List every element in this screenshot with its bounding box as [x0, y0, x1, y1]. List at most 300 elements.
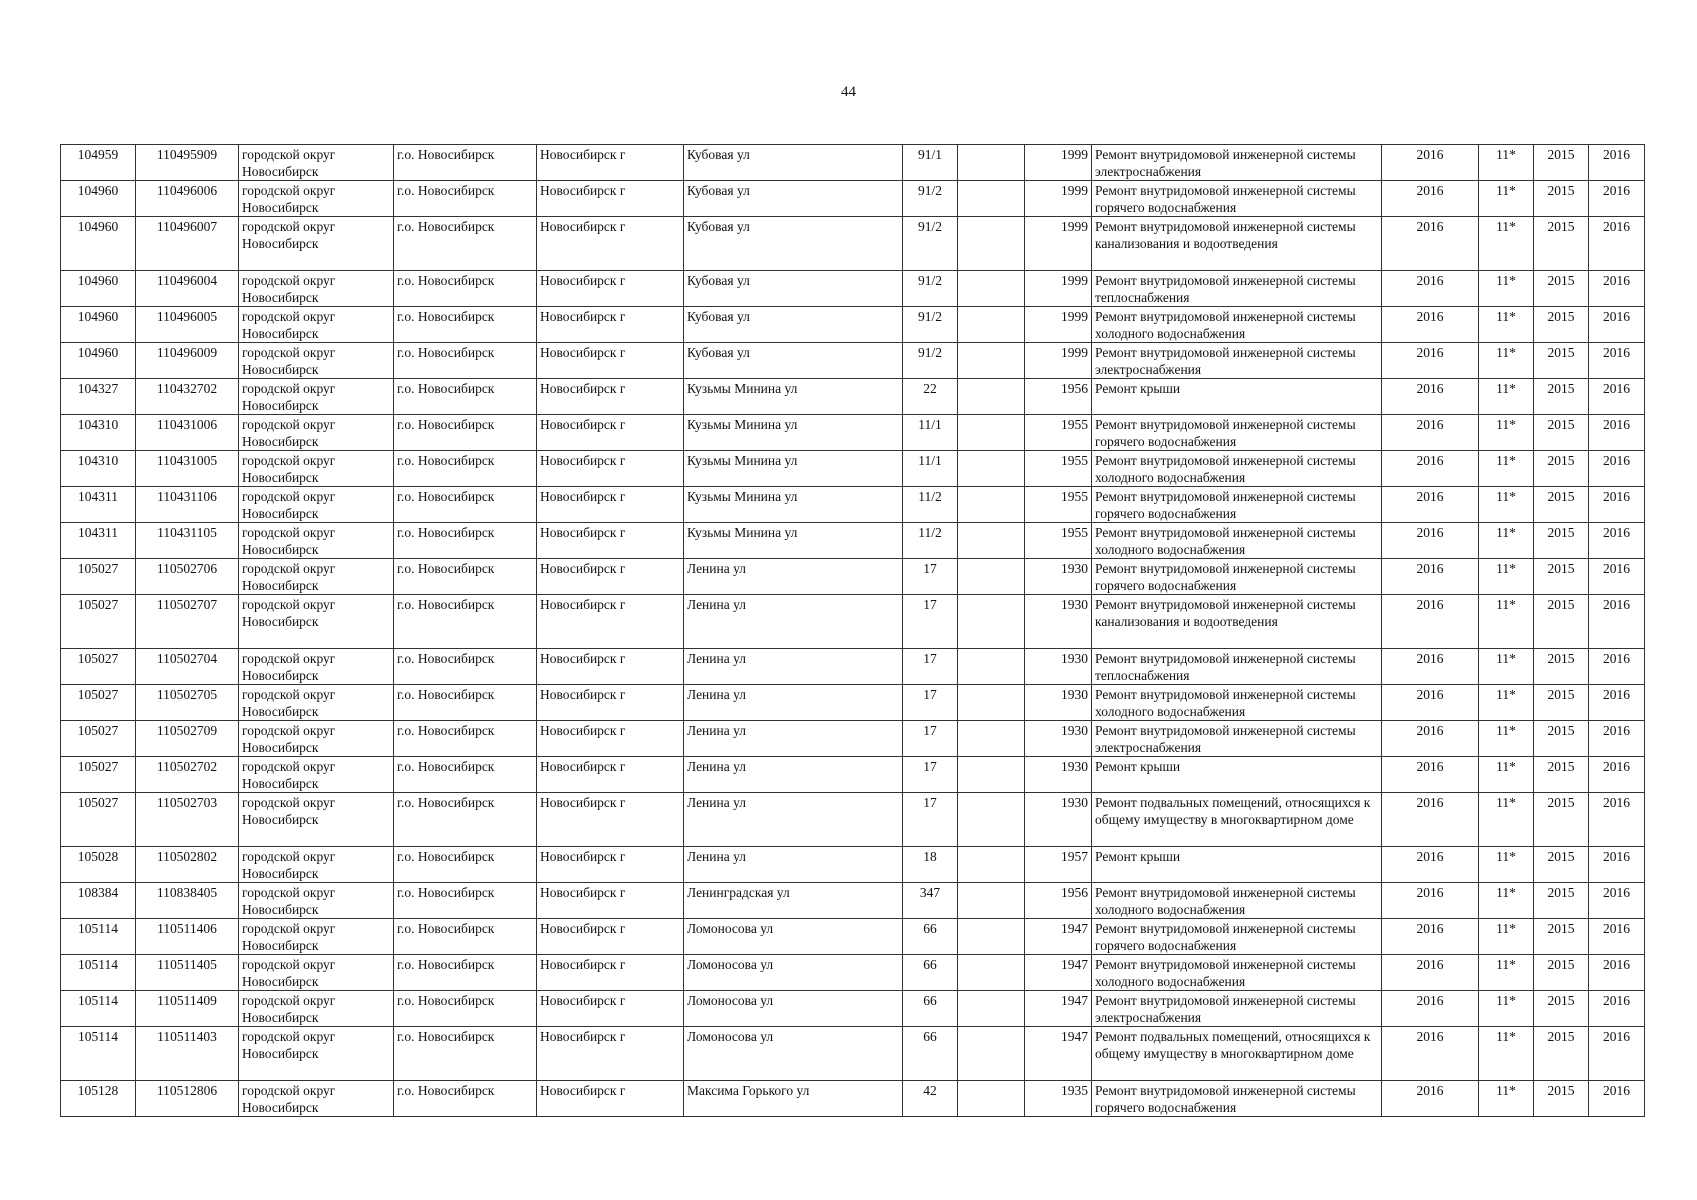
cell-municipal-short: г.о. Новосибирск [394, 451, 537, 487]
cell-house-id: 105027 [61, 721, 136, 757]
cell-work-type: Ремонт внутридомовой инженерной системы холодного водоснабжения [1092, 883, 1382, 919]
cell-build-year: 1999 [1025, 343, 1092, 379]
cell-empty-col [958, 595, 1025, 649]
cell-house-number: 66 [903, 955, 958, 991]
cell-house-number: 17 [903, 649, 958, 685]
cell-build-year: 1955 [1025, 451, 1092, 487]
cell-street: Кубовая ул [684, 145, 903, 181]
cell-work-type: Ремонт крыши [1092, 847, 1382, 883]
cell-plan-year: 2016 [1382, 685, 1479, 721]
cell-street: Ломоносова ул [684, 919, 903, 955]
cell-municipal-short: г.о. Новосибирск [394, 487, 537, 523]
cell-row-code: 11* [1479, 487, 1534, 523]
cell-city: Новосибирск г [537, 451, 684, 487]
cell-city: Новосибирск г [537, 559, 684, 595]
cell-build-year: 1999 [1025, 145, 1092, 181]
cell-street: Ленина ул [684, 685, 903, 721]
cell-period-end: 2016 [1589, 919, 1645, 955]
cell-period-end: 2016 [1589, 217, 1645, 271]
cell-period-end: 2016 [1589, 451, 1645, 487]
cell-municipal-short: г.о. Новосибирск [394, 145, 537, 181]
cell-period-start: 2015 [1534, 343, 1589, 379]
cell-empty-col [958, 721, 1025, 757]
cell-city: Новосибирск г [537, 523, 684, 559]
cell-period-end: 2016 [1589, 415, 1645, 451]
cell-period-start: 2015 [1534, 955, 1589, 991]
cell-house-number: 17 [903, 721, 958, 757]
cell-record-id: 110512806 [136, 1081, 239, 1117]
cell-house-id: 105027 [61, 793, 136, 847]
cell-record-id: 110502703 [136, 793, 239, 847]
cell-house-id: 105027 [61, 685, 136, 721]
cell-period-start: 2015 [1534, 145, 1589, 181]
cell-house-number: 11/1 [903, 415, 958, 451]
cell-period-end: 2016 [1589, 955, 1645, 991]
cell-row-code: 11* [1479, 991, 1534, 1027]
cell-house-id: 105027 [61, 595, 136, 649]
cell-period-start: 2015 [1534, 271, 1589, 307]
cell-plan-year: 2016 [1382, 379, 1479, 415]
cell-house-id: 104310 [61, 415, 136, 451]
cell-empty-col [958, 1027, 1025, 1081]
cell-row-code: 11* [1479, 145, 1534, 181]
cell-house-id: 104960 [61, 217, 136, 271]
table-row [61, 1081, 1645, 1117]
cell-city: Новосибирск г [537, 217, 684, 271]
cell-period-end: 2016 [1589, 487, 1645, 523]
cell-record-id: 110502705 [136, 685, 239, 721]
cell-period-start: 2015 [1534, 1081, 1589, 1117]
cell-record-id: 110511405 [136, 955, 239, 991]
cell-city: Новосибирск г [537, 415, 684, 451]
cell-house-id: 104960 [61, 271, 136, 307]
cell-row-code: 11* [1479, 379, 1534, 415]
cell-empty-col [958, 379, 1025, 415]
cell-house-number: 11/2 [903, 487, 958, 523]
cell-period-start: 2015 [1534, 847, 1589, 883]
cell-work-type: Ремонт внутридомовой инженерной системы холодного водоснабжения [1092, 307, 1382, 343]
cell-row-code: 11* [1479, 451, 1534, 487]
cell-house-id: 105027 [61, 757, 136, 793]
cell-work-type: Ремонт внутридомовой инженерной системы канализования и водоотведения [1092, 217, 1382, 271]
table-row [61, 559, 1645, 595]
cell-house-id: 105114 [61, 1027, 136, 1081]
cell-period-end: 2016 [1589, 883, 1645, 919]
cell-municipality: городской округ Новосибирск [239, 181, 394, 217]
cell-build-year: 1947 [1025, 919, 1092, 955]
cell-period-end: 2016 [1589, 523, 1645, 559]
cell-work-type: Ремонт внутридомовой инженерной системы холодного водоснабжения [1092, 685, 1382, 721]
cell-period-start: 2015 [1534, 415, 1589, 451]
cell-municipal-short: г.о. Новосибирск [394, 1027, 537, 1081]
cell-empty-col [958, 919, 1025, 955]
cell-record-id: 110502802 [136, 847, 239, 883]
cell-work-type: Ремонт внутридомовой инженерной системы электроснабжения [1092, 721, 1382, 757]
cell-plan-year: 2016 [1382, 1027, 1479, 1081]
table-row [61, 451, 1645, 487]
cell-row-code: 11* [1479, 793, 1534, 847]
table-row [61, 721, 1645, 757]
cell-row-code: 11* [1479, 523, 1534, 559]
cell-period-start: 2015 [1534, 919, 1589, 955]
cell-work-type: Ремонт внутридомовой инженерной системы горячего водоснабжения [1092, 181, 1382, 217]
cell-house-number: 66 [903, 919, 958, 955]
cell-period-end: 2016 [1589, 181, 1645, 217]
cell-street: Ленина ул [684, 649, 903, 685]
cell-empty-col [958, 847, 1025, 883]
cell-municipality: городской округ Новосибирск [239, 523, 394, 559]
cell-municipality: городской округ Новосибирск [239, 991, 394, 1027]
cell-house-id: 104311 [61, 523, 136, 559]
cell-record-id: 110496004 [136, 271, 239, 307]
cell-empty-col [958, 451, 1025, 487]
cell-build-year: 1930 [1025, 721, 1092, 757]
cell-empty-col [958, 307, 1025, 343]
cell-build-year: 1957 [1025, 847, 1092, 883]
cell-city: Новосибирск г [537, 793, 684, 847]
cell-municipal-short: г.о. Новосибирск [394, 217, 537, 271]
cell-municipality: городской округ Новосибирск [239, 757, 394, 793]
cell-period-end: 2016 [1589, 343, 1645, 379]
cell-house-number: 347 [903, 883, 958, 919]
cell-empty-col [958, 271, 1025, 307]
cell-municipal-short: г.о. Новосибирск [394, 523, 537, 559]
cell-municipal-short: г.о. Новосибирск [394, 793, 537, 847]
cell-period-start: 2015 [1534, 793, 1589, 847]
cell-house-number: 91/2 [903, 307, 958, 343]
cell-build-year: 1930 [1025, 685, 1092, 721]
cell-municipality: городской округ Новосибирск [239, 559, 394, 595]
cell-house-number: 91/2 [903, 271, 958, 307]
cell-house-number: 17 [903, 793, 958, 847]
cell-record-id: 110511403 [136, 1027, 239, 1081]
cell-house-id: 104310 [61, 451, 136, 487]
cell-house-id: 104960 [61, 343, 136, 379]
cell-house-number: 91/2 [903, 181, 958, 217]
cell-record-id: 110511409 [136, 991, 239, 1027]
cell-municipality: городской округ Новосибирск [239, 307, 394, 343]
cell-municipal-short: г.о. Новосибирск [394, 559, 537, 595]
cell-street: Кузьмы Минина ул [684, 487, 903, 523]
cell-work-type: Ремонт подвальных помещений, относящихся к общему имуществу в многоквартирном доме [1092, 1027, 1382, 1081]
cell-street: Ленина ул [684, 847, 903, 883]
cell-municipal-short: г.о. Новосибирск [394, 847, 537, 883]
cell-period-start: 2015 [1534, 451, 1589, 487]
cell-build-year: 1999 [1025, 181, 1092, 217]
cell-city: Новосибирск г [537, 883, 684, 919]
cell-house-number: 91/1 [903, 145, 958, 181]
cell-row-code: 11* [1479, 955, 1534, 991]
cell-period-end: 2016 [1589, 757, 1645, 793]
cell-municipality: городской округ Новосибирск [239, 649, 394, 685]
cell-period-end: 2016 [1589, 595, 1645, 649]
table-row [61, 379, 1645, 415]
table-row [61, 793, 1645, 847]
cell-city: Новосибирск г [537, 145, 684, 181]
cell-municipal-short: г.о. Новосибирск [394, 883, 537, 919]
cell-street: Кузьмы Минина ул [684, 451, 903, 487]
cell-row-code: 11* [1479, 757, 1534, 793]
cell-municipal-short: г.о. Новосибирск [394, 379, 537, 415]
cell-period-start: 2015 [1534, 181, 1589, 217]
cell-row-code: 11* [1479, 649, 1534, 685]
cell-municipality: городской округ Новосибирск [239, 343, 394, 379]
cell-build-year: 1935 [1025, 1081, 1092, 1117]
cell-city: Новосибирск г [537, 991, 684, 1027]
cell-city: Новосибирск г [537, 685, 684, 721]
cell-municipal-short: г.о. Новосибирск [394, 721, 537, 757]
cell-street: Ленинградская ул [684, 883, 903, 919]
cell-record-id: 110496009 [136, 343, 239, 379]
cell-work-type: Ремонт внутридомовой инженерной системы электроснабжения [1092, 343, 1382, 379]
cell-build-year: 1999 [1025, 271, 1092, 307]
cell-house-id: 105027 [61, 559, 136, 595]
cell-work-type: Ремонт крыши [1092, 379, 1382, 415]
cell-plan-year: 2016 [1382, 919, 1479, 955]
cell-street: Ленина ул [684, 559, 903, 595]
cell-empty-col [958, 217, 1025, 271]
cell-period-end: 2016 [1589, 991, 1645, 1027]
cell-house-number: 18 [903, 847, 958, 883]
cell-row-code: 11* [1479, 1027, 1534, 1081]
table-row [61, 307, 1645, 343]
cell-house-id: 104327 [61, 379, 136, 415]
cell-row-code: 11* [1479, 721, 1534, 757]
cell-record-id: 110502707 [136, 595, 239, 649]
cell-municipality: городской округ Новосибирск [239, 415, 394, 451]
cell-record-id: 110432702 [136, 379, 239, 415]
table-row [61, 181, 1645, 217]
cell-record-id: 110511406 [136, 919, 239, 955]
cell-period-end: 2016 [1589, 649, 1645, 685]
cell-empty-col [958, 649, 1025, 685]
cell-street: Кузьмы Минина ул [684, 379, 903, 415]
cell-municipal-short: г.о. Новосибирск [394, 181, 537, 217]
cell-plan-year: 2016 [1382, 847, 1479, 883]
cell-house-id: 105114 [61, 919, 136, 955]
cell-municipality: городской округ Новосибирск [239, 793, 394, 847]
cell-city: Новосибирск г [537, 919, 684, 955]
cell-house-number: 66 [903, 1027, 958, 1081]
cell-municipality: городской округ Новосибирск [239, 721, 394, 757]
cell-municipality: городской округ Новосибирск [239, 685, 394, 721]
cell-street: Ленина ул [684, 757, 903, 793]
registry-table [60, 144, 1645, 1117]
cell-municipality: городской округ Новосибирск [239, 919, 394, 955]
cell-period-end: 2016 [1589, 271, 1645, 307]
cell-house-number: 91/2 [903, 217, 958, 271]
cell-period-start: 2015 [1534, 595, 1589, 649]
cell-period-end: 2016 [1589, 721, 1645, 757]
cell-work-type: Ремонт внутридомовой инженерной системы канализования и водоотведения [1092, 595, 1382, 649]
cell-street: Ленина ул [684, 595, 903, 649]
cell-period-start: 2015 [1534, 685, 1589, 721]
cell-street: Кубовая ул [684, 217, 903, 271]
cell-work-type: Ремонт крыши [1092, 757, 1382, 793]
cell-work-type: Ремонт внутридомовой инженерной системы электроснабжения [1092, 145, 1382, 181]
cell-empty-col [958, 343, 1025, 379]
cell-build-year: 1955 [1025, 523, 1092, 559]
cell-plan-year: 2016 [1382, 991, 1479, 1027]
cell-street: Максима Горького ул [684, 1081, 903, 1117]
cell-city: Новосибирск г [537, 181, 684, 217]
cell-city: Новосибирск г [537, 379, 684, 415]
cell-period-end: 2016 [1589, 685, 1645, 721]
cell-city: Новосибирск г [537, 955, 684, 991]
cell-plan-year: 2016 [1382, 523, 1479, 559]
table-row [61, 649, 1645, 685]
cell-street: Кузьмы Минина ул [684, 415, 903, 451]
cell-house-number: 17 [903, 685, 958, 721]
cell-period-start: 2015 [1534, 721, 1589, 757]
cell-house-number: 17 [903, 757, 958, 793]
cell-city: Новосибирск г [537, 271, 684, 307]
table-row [61, 919, 1645, 955]
cell-row-code: 11* [1479, 1081, 1534, 1117]
cell-period-end: 2016 [1589, 847, 1645, 883]
cell-municipality: городской округ Новосибирск [239, 955, 394, 991]
cell-row-code: 11* [1479, 181, 1534, 217]
cell-record-id: 110502702 [136, 757, 239, 793]
table-row [61, 955, 1645, 991]
cell-municipal-short: г.о. Новосибирск [394, 919, 537, 955]
cell-city: Новосибирск г [537, 1027, 684, 1081]
cell-build-year: 1930 [1025, 559, 1092, 595]
cell-period-start: 2015 [1534, 883, 1589, 919]
table-body [61, 145, 1645, 1117]
cell-period-end: 2016 [1589, 379, 1645, 415]
cell-house-id: 105114 [61, 955, 136, 991]
table-row [61, 991, 1645, 1027]
cell-municipal-short: г.о. Новосибирск [394, 415, 537, 451]
table-row [61, 595, 1645, 649]
cell-record-id: 110431105 [136, 523, 239, 559]
cell-house-id: 105028 [61, 847, 136, 883]
cell-house-number: 11/1 [903, 451, 958, 487]
cell-period-end: 2016 [1589, 307, 1645, 343]
page-number: 44 [841, 84, 856, 100]
cell-plan-year: 2016 [1382, 721, 1479, 757]
cell-row-code: 11* [1479, 595, 1534, 649]
cell-plan-year: 2016 [1382, 793, 1479, 847]
cell-build-year: 1999 [1025, 217, 1092, 271]
cell-work-type: Ремонт внутридомовой инженерной системы теплоснабжения [1092, 271, 1382, 307]
cell-plan-year: 2016 [1382, 451, 1479, 487]
cell-record-id: 110496007 [136, 217, 239, 271]
cell-plan-year: 2016 [1382, 883, 1479, 919]
cell-street: Ломоносова ул [684, 1027, 903, 1081]
cell-plan-year: 2016 [1382, 649, 1479, 685]
cell-work-type: Ремонт внутридомовой инженерной системы горячего водоснабжения [1092, 415, 1382, 451]
cell-work-type: Ремонт внутридомовой инженерной системы холодного водоснабжения [1092, 451, 1382, 487]
cell-period-end: 2016 [1589, 559, 1645, 595]
cell-municipality: городской округ Новосибирск [239, 271, 394, 307]
cell-record-id: 110496006 [136, 181, 239, 217]
table-row [61, 883, 1645, 919]
cell-municipal-short: г.о. Новосибирск [394, 307, 537, 343]
cell-record-id: 110495909 [136, 145, 239, 181]
cell-municipal-short: г.о. Новосибирск [394, 685, 537, 721]
cell-plan-year: 2016 [1382, 955, 1479, 991]
cell-empty-col [958, 523, 1025, 559]
cell-plan-year: 2016 [1382, 181, 1479, 217]
cell-work-type: Ремонт внутридомовой инженерной системы холодного водоснабжения [1092, 523, 1382, 559]
cell-build-year: 1999 [1025, 307, 1092, 343]
cell-period-start: 2015 [1534, 307, 1589, 343]
cell-municipal-short: г.о. Новосибирск [394, 271, 537, 307]
cell-municipality: городской округ Новосибирск [239, 847, 394, 883]
cell-city: Новосибирск г [537, 847, 684, 883]
cell-build-year: 1930 [1025, 595, 1092, 649]
cell-city: Новосибирск г [537, 307, 684, 343]
cell-build-year: 1956 [1025, 379, 1092, 415]
cell-city: Новосибирск г [537, 721, 684, 757]
cell-work-type: Ремонт внутридомовой инженерной системы горячего водоснабжения [1092, 559, 1382, 595]
cell-period-start: 2015 [1534, 757, 1589, 793]
table-row [61, 487, 1645, 523]
cell-house-number: 11/2 [903, 523, 958, 559]
cell-record-id: 110502709 [136, 721, 239, 757]
cell-municipality: городской округ Новосибирск [239, 451, 394, 487]
cell-municipal-short: г.о. Новосибирск [394, 757, 537, 793]
cell-street: Кубовая ул [684, 271, 903, 307]
table-row [61, 847, 1645, 883]
cell-plan-year: 2016 [1382, 757, 1479, 793]
cell-city: Новосибирск г [537, 343, 684, 379]
cell-empty-col [958, 685, 1025, 721]
cell-house-number: 91/2 [903, 343, 958, 379]
cell-municipality: городской округ Новосибирск [239, 883, 394, 919]
cell-municipality: городской округ Новосибирск [239, 487, 394, 523]
cell-street: Кубовая ул [684, 307, 903, 343]
cell-record-id: 110496005 [136, 307, 239, 343]
cell-period-start: 2015 [1534, 559, 1589, 595]
cell-period-start: 2015 [1534, 217, 1589, 271]
cell-plan-year: 2016 [1382, 1081, 1479, 1117]
cell-municipality: городской округ Новосибирск [239, 1081, 394, 1117]
cell-municipality: городской округ Новосибирск [239, 379, 394, 415]
cell-street: Ленина ул [684, 793, 903, 847]
cell-period-end: 2016 [1589, 1027, 1645, 1081]
cell-record-id: 110431005 [136, 451, 239, 487]
cell-house-id: 105128 [61, 1081, 136, 1117]
cell-plan-year: 2016 [1382, 307, 1479, 343]
cell-plan-year: 2016 [1382, 487, 1479, 523]
cell-house-number: 17 [903, 559, 958, 595]
cell-street: Ломоносова ул [684, 955, 903, 991]
cell-city: Новосибирск г [537, 1081, 684, 1117]
cell-municipal-short: г.о. Новосибирск [394, 649, 537, 685]
cell-build-year: 1956 [1025, 883, 1092, 919]
cell-period-end: 2016 [1589, 1081, 1645, 1117]
cell-house-id: 104311 [61, 487, 136, 523]
cell-empty-col [958, 181, 1025, 217]
cell-street: Кубовая ул [684, 343, 903, 379]
cell-work-type: Ремонт внутридомовой инженерной системы электроснабжения [1092, 991, 1382, 1027]
cell-empty-col [958, 415, 1025, 451]
cell-record-id: 110431006 [136, 415, 239, 451]
cell-municipal-short: г.о. Новосибирск [394, 343, 537, 379]
cell-street: Ломоносова ул [684, 991, 903, 1027]
cell-period-start: 2015 [1534, 379, 1589, 415]
cell-city: Новосибирск г [537, 595, 684, 649]
table-row [61, 685, 1645, 721]
cell-empty-col [958, 793, 1025, 847]
cell-row-code: 11* [1479, 847, 1534, 883]
cell-municipal-short: г.о. Новосибирск [394, 991, 537, 1027]
table-row [61, 523, 1645, 559]
cell-row-code: 11* [1479, 883, 1534, 919]
